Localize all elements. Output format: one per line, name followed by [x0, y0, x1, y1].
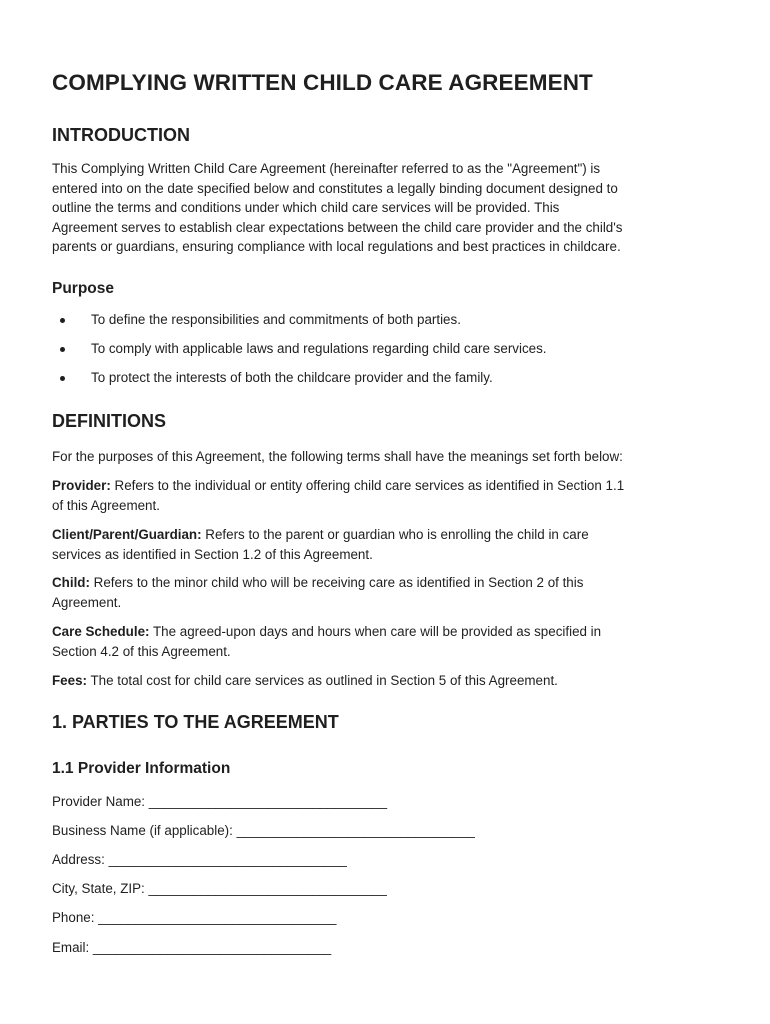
- list-item: [52, 368, 712, 397]
- provider-info-heading: 1.1 Provider Information: [52, 760, 231, 777]
- definition-text: Section 4.2 of this Agreement.: [52, 643, 231, 659]
- definition-text: Refers to the minor child who will be receiving care as identified in Section 2 of this: [93, 575, 584, 590]
- phone-field: Phone: ________________________________: [52, 910, 337, 925]
- definition-text: services as identified in Section 1.2 of this Agreement.: [52, 546, 373, 562]
- document-title: COMPLYING WRITTEN CHILD CARE AGREEMENT: [52, 70, 593, 95]
- city-state-zip-field: City, State, ZIP: ________________________________: [52, 881, 387, 896]
- definition-text: of this Agreement.: [52, 497, 160, 513]
- definition-text: Refers to the parent or guardian who is enrolling the child in care: [205, 527, 589, 542]
- definition-child: [52, 573, 717, 612]
- definition-term: Client/Parent/Guardian:: [52, 527, 202, 542]
- list-item: [52, 339, 712, 368]
- introduction-line: This Complying Written Child Care Agreement (hereinafter referred to as the "Agreement") is: [52, 161, 601, 176]
- bullet-icon: [60, 376, 65, 381]
- purpose-list: [52, 310, 712, 397]
- definition-text: Refers to the individual or entity offering child care services as identified in Section 1.1: [114, 478, 625, 493]
- bullet-icon: [60, 318, 65, 323]
- introduction-line: parents or guardians, ensuring compliance with local regulations and best practices in childcare.: [52, 239, 621, 255]
- address-field: Address: ________________________________: [52, 852, 347, 867]
- email-field: Email: ________________________________: [52, 940, 332, 955]
- introduction-heading: INTRODUCTION: [52, 125, 190, 145]
- introduction-line: outline the terms and conditions under which child care services will be provided. This: [52, 200, 560, 216]
- purpose-item-text: To protect the interests of both the childcare provider and the family.: [91, 370, 493, 385]
- introduction-line: Agreement serves to establish clear expectations between the child care provider and the child's: [52, 219, 623, 235]
- purpose-item-text: To define the responsibilities and commitments of both parties.: [91, 312, 461, 327]
- definition-text: Agreement.: [52, 594, 122, 610]
- definitions-intro: For the purposes of this Agreement, the following terms shall have the meanings set forth below:: [52, 449, 623, 464]
- definition-term: Provider:: [52, 478, 111, 493]
- bullet-icon: [60, 347, 65, 352]
- parties-heading: 1. PARTIES TO THE AGREEMENT: [52, 712, 339, 732]
- definition-text: The total cost for child care services as outlined in Section 5 of this Agreement.: [90, 673, 558, 688]
- definition-fees: [52, 671, 717, 691]
- definition-client: [52, 525, 717, 564]
- definition-care-schedule: [52, 622, 717, 661]
- business-name-field: Business Name (if applicable): ________________________________: [52, 823, 475, 838]
- purpose-item-text: To comply with applicable laws and regulations regarding child care services.: [91, 341, 547, 356]
- definitions-heading: DEFINITIONS: [52, 411, 167, 431]
- list-item: [52, 310, 712, 339]
- purpose-heading: Purpose: [52, 280, 115, 297]
- introduction-paragraph: [52, 159, 717, 257]
- introduction-line: entered into on the date specified below and constitutes a legally binding document designed to: [52, 180, 618, 196]
- definition-term: Fees:: [52, 673, 87, 688]
- definition-provider: [52, 476, 717, 515]
- definition-term: Child:: [52, 575, 90, 590]
- definition-text: The agreed-upon days and hours when care will be provided as specified in: [152, 624, 602, 639]
- provider-name-field: Provider Name: ________________________________: [52, 794, 388, 809]
- definition-term: Care Schedule:: [52, 624, 150, 639]
